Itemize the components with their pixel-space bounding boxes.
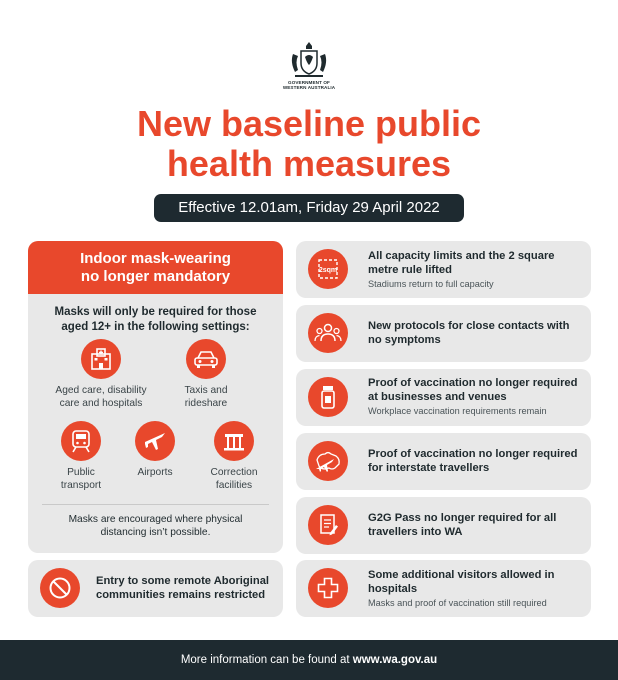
- aboriginal-communities-card: [28, 560, 283, 617]
- government-crest: [282, 40, 336, 90]
- plane-map-icon: [308, 441, 348, 481]
- mask-card-header: [28, 241, 283, 294]
- measure-card-vaccination-venues: [296, 369, 591, 426]
- mask-note: Masks are encouraged where physical distancing isn’t possible.: [68, 514, 243, 538]
- vaccine-vial-icon: [308, 377, 348, 417]
- mask-header-line2: no longer mandatory: [80, 268, 231, 285]
- square-metre-icon: [308, 249, 348, 289]
- medical-cross-icon: [308, 568, 348, 608]
- document-pass-icon: [308, 505, 348, 545]
- card-title: G2G Pass no longer required for all travellers into WA: [368, 512, 557, 538]
- setting-label-line1: Taxis and: [184, 385, 228, 396]
- plane-icon: [135, 421, 175, 461]
- title-line2: health measures: [166, 143, 452, 184]
- setting-label-line2: transport: [60, 479, 102, 491]
- page-title: [0, 104, 618, 184]
- setting-label-line2: rideshare: [184, 397, 228, 409]
- measure-card-interstate-travel: [296, 433, 591, 490]
- card-title: Entry to some remote Aboriginal communities remains restricted: [96, 575, 270, 601]
- setting-aged-care: [46, 339, 156, 410]
- square-metre-icon-text: 2sqm: [318, 267, 338, 274]
- setting-label-line1: Correction: [210, 467, 258, 478]
- setting-airports: [120, 421, 190, 480]
- setting-label-line2: care and hospitals: [59, 397, 143, 409]
- measure-card-capacity: [296, 241, 591, 298]
- setting-label-line1: Aged care, disability: [55, 385, 147, 396]
- hospital-icon: [81, 339, 121, 379]
- footer-bar: [0, 640, 618, 680]
- train-icon: [61, 421, 101, 461]
- setting-taxis: [166, 339, 246, 410]
- divider: [42, 504, 269, 505]
- setting-label-line1: Airports: [137, 467, 173, 478]
- no-entry-icon: [40, 568, 80, 608]
- card-title: New protocols for close contacts with no symptoms: [368, 320, 570, 346]
- card-title: Proof of vaccination no longer required for interstate travellers: [368, 448, 578, 474]
- card-title: Some additional visitors allowed in hospitals: [368, 569, 555, 595]
- crest-text-line2: WESTERN AUSTRALIA: [282, 85, 336, 91]
- setting-label-line1: Public: [67, 467, 95, 478]
- setting-public-transport: [46, 421, 116, 492]
- footer-link[interactable]: www.wa.gov.au: [352, 654, 438, 666]
- effective-date-badge: Effective 12.01am, Friday 29 April 2022: [154, 194, 464, 222]
- card-title: Proof of vaccination no longer required at businesses and venues: [368, 377, 578, 403]
- card-subtitle: Workplace vaccination requirements remain: [368, 406, 547, 416]
- mask-intro-text: Masks will only be required for those aged 12+ in the following settings:: [54, 306, 257, 333]
- mask-wearing-card: [28, 241, 283, 553]
- coat-of-arms-icon: [287, 40, 331, 80]
- building-icon: [214, 421, 254, 461]
- crest-text-line1: GOVERNMENT OF: [288, 80, 330, 85]
- title-line1: New baseline public: [136, 103, 482, 144]
- card-title: All capacity limits and the 2 square metre rule lifted: [368, 250, 555, 276]
- taxi-icon: [186, 339, 226, 379]
- mask-header-line1: Indoor mask-wearing: [80, 250, 231, 267]
- measure-card-hospital-visitors: [296, 560, 591, 617]
- card-subtitle: Masks and proof of vaccination still required: [368, 598, 547, 608]
- setting-correction-facilities: [194, 421, 274, 492]
- people-icon: [308, 313, 348, 353]
- card-subtitle: Stadiums return to full capacity: [368, 279, 494, 289]
- measure-card-close-contacts: [296, 305, 591, 362]
- setting-label-line2: facilities: [215, 479, 253, 491]
- footer-text: More information can be found at: [180, 654, 353, 666]
- measure-card-g2g-pass: [296, 497, 591, 554]
